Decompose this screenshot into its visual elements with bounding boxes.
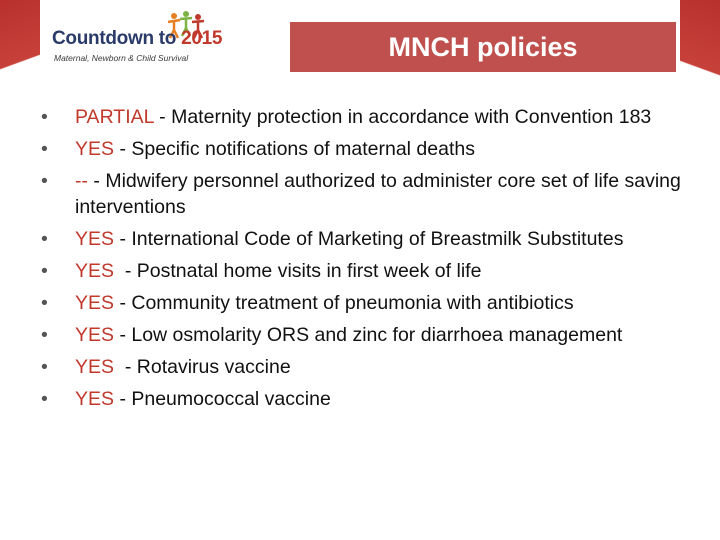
policy-text: - Low osmolarity ORS and zinc for diarrhoea management — [114, 324, 623, 346]
bullet-icon: • — [41, 106, 48, 128]
bullet-icon: • — [41, 170, 48, 192]
policy-status: PARTIAL — [75, 106, 154, 128]
bullet-icon: • — [41, 356, 48, 378]
countdown-logo — [52, 8, 222, 68]
bullet-icon: • — [41, 324, 48, 346]
policy-item — [35, 104, 715, 130]
policy-item — [35, 258, 715, 284]
policy-status: YES — [75, 228, 115, 250]
policy-item — [35, 136, 715, 162]
bullet-icon: • — [41, 228, 48, 250]
policy-text: - Rotavirus vaccine — [114, 356, 291, 378]
slide-title: MNCH policies — [290, 22, 676, 72]
corner-decoration-right — [680, 0, 720, 110]
policy-status: YES — [75, 292, 115, 314]
policy-status: -- — [75, 170, 88, 192]
policy-item — [35, 386, 715, 412]
policy-item — [35, 354, 715, 380]
policy-text: - Specific notifications of maternal deaths — [114, 138, 475, 160]
policy-item — [35, 226, 715, 252]
logo-tagline: Maternal, Newborn & Child Survival — [54, 53, 189, 63]
policy-text: - Pneumococcal vaccine — [114, 388, 331, 410]
bullet-icon: • — [41, 388, 48, 410]
policy-item — [35, 322, 715, 348]
policy-text: - Maternity protection in accordance with Convention 183 — [153, 106, 652, 128]
policy-text: - Postnatal home visits in first week of life — [114, 260, 482, 282]
bullet-icon: • — [41, 292, 48, 314]
bullet-icon: • — [41, 138, 48, 160]
policy-status: YES — [75, 138, 115, 160]
policy-item — [35, 290, 715, 316]
corner-decoration-left — [0, 0, 40, 100]
policy-status: YES — [75, 260, 115, 282]
policy-text: - International Code of Marketing of Breastmilk Substitutes — [114, 228, 624, 250]
policy-text: - Midwifery personnel authorized to administer core set of life saving interventions — [75, 170, 687, 218]
policy-status: YES — [75, 324, 115, 346]
logo-wordmark: Countdown to 2015 — [52, 28, 223, 49]
policy-status: YES — [75, 388, 115, 410]
bullet-icon: • — [41, 260, 48, 282]
policy-item — [35, 168, 715, 220]
policy-list — [35, 104, 715, 418]
policy-status: YES — [75, 356, 115, 378]
policy-text: - Community treatment of pneumonia with antibiotics — [114, 292, 574, 314]
